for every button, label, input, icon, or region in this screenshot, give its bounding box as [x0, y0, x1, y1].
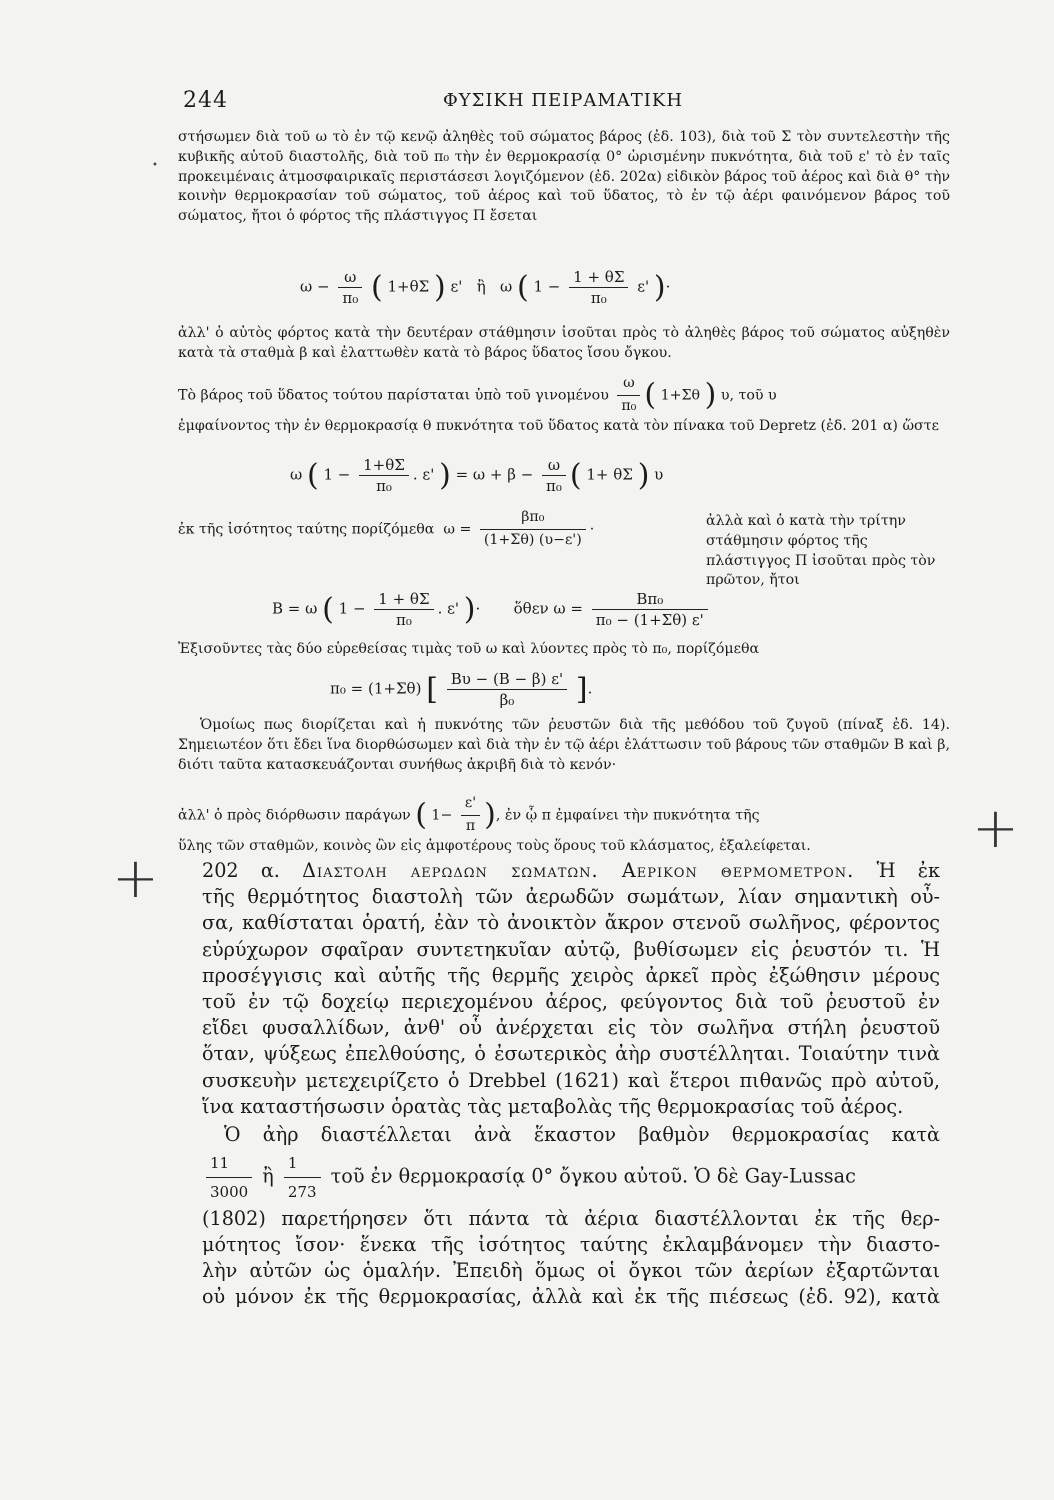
paragraph-text: , ἐν ᾧ π ἐμφαίνει τὴν πυκνότητα τῆς: [495, 807, 760, 824]
paragraph-7: [178, 716, 950, 775]
formula-6: π₀ = (1+Σθ) [ $\frac{B\upsilon - (B - \beta) \varepsilon'}{\text{β₀}}$ ].: [330, 670, 593, 709]
section-text: συσκευὴν μετεχειρίζετο ὁ Drebbel (1621) καὶ ἕτεροι πιθανῶς πρὸ αὐτοῦ,: [202, 1068, 940, 1092]
paragraph-text: , τοῦ υ: [729, 387, 777, 404]
section-text: λὴν αὐτῶν ὡς ὁμαλήν. Ἐπειδὴ ὅμως οἱ ὄγκοι τῶν ἀερίων ἐξαρτῶνται: [202, 1259, 940, 1283]
section-202a: [202, 858, 940, 1310]
section-text: εὐρύχωρον σφαῖραν συντετηκυῖαν αὐτῷ, βυθίσωμεν εἰς ῥευστόν τι. Ἡ: [202, 937, 940, 961]
section-text: Ἡ ἐκ: [876, 859, 940, 882]
paragraph-1: [178, 128, 950, 227]
registration-cross-left: +: [112, 846, 159, 911]
formula-5: Β = ω ( 1 − $\frac{1 + \theta\Sigma}{\text{π₀}}$ . ε' )· ὅθεν ω = $\frac{\text{Βπ₀}}{\text{π₀ − (1+Σθ) ε'}}$: [272, 590, 712, 629]
paragraph-2: [178, 324, 950, 364]
paragraph-3: Τὸ βάρος τοῦ ὕδατος τούτου παρίσταται ὑπὸ τοῦ γινομένου $\frac{\omega}{\text{π₀}}$ ( 1+Σθ ) υ, τοῦ υ ἐμφαίνοντος τὴν ἐν θερμοκρασίᾳ θ πυκνότητα τοῦ ὕδατος κατὰ τὸν πίνακα τοῦ Depretz (ἐδ. 201 α) ὥστε: [178, 374, 950, 436]
section-text: οὐ μόνον ἐκ τῆς θερμοκρασίας, ἀλλὰ καὶ ἐκ τῆς πιέσεως (ἐδ. 92), κατὰ: [202, 1285, 940, 1309]
running-title: ΦΥΣΙΚΗ ΠΕΙΡΑΜΑΤΙΚΗ: [442, 90, 684, 111]
paragraph-text: ἀλλ' ὁ αὐτὸς φόρτος κατὰ τὴν δευτέραν στάθμησιν ἰσοῦται πρὸς τὸ ἀληθὲς βάρος τοῦ σώματος αὐξηθὲν κατὰ τὰ σταθμὰ β καὶ ἐλαττωθὲν κατὰ τὸ βάρος ὕδατος ἴσου ὄγκου.: [178, 325, 950, 361]
paragraph-text: ἀλλ' ὁ πρὸς διόρθωσιν παράγων: [178, 807, 411, 824]
formula-1: ω − $\frac{\omega}{\text{π₀}}$ ( 1+θΣ ) ε' ἢ ω ( 1 − $\frac{1 + \theta\Sigma}{\text{π₀}}$ ε' )·: [300, 268, 671, 307]
section-text: σα, καθίσταται ὁρατή, ἐὰν τὸ ἀνοικτὸν ἄκρον στενοῦ σωλῆνος, φέροντος: [202, 911, 940, 935]
paragraph-text: Ὁμοίως πως διορίζεται καὶ ἡ πυκνότης τῶν ῥευστῶν διὰ τῆς μεθόδου τοῦ ζυγοῦ (πίναξ ἐδ. 14). Σημειωτέον ὅτι ἔδει ἵνα διορθώσωμεν καὶ διὰ τὴν ἐν τῷ ἀέρι ἐλάττωσιν τοῦ βάρους τῶν σταθμῶν Β καὶ β, διότι ταῦτα κατασκευάζονται συνήθως ἀκριβῆ διὰ τὸ κενόν·: [178, 717, 950, 773]
section-text: τοῦ ἐν θερμοκρασίᾳ 0° ὄγκου αὐτοῦ. Ὁ δὲ Gay-Lussac: [330, 1164, 856, 1188]
section-number: 202 α.: [202, 859, 280, 882]
page-header: [183, 88, 943, 118]
section-text: (1802) παρετήρησεν ὅτι πάντα τὰ ἀέρια διαστέλλονται ἐκ τῆς θερ-: [202, 1206, 940, 1230]
paragraph-text: Τὸ βάρος τοῦ ὕδατος τούτου παρίσταται ὑπὸ τοῦ γινομένου: [178, 387, 609, 404]
paragraph-text: ἀλλὰ καὶ ὁ κατὰ τὴν τρίτην στάθμησιν φόρτος τῆς πλάστιγγος Π ἰσοῦται πρὸς τὸν πρῶτον, ἤτοι: [706, 513, 936, 589]
section-text: μότητος ἴσον· ἕνεκα τῆς ἰσότητος ταύτης ἐκλαμβάνομεν τὴν διαστο-: [202, 1232, 940, 1256]
paragraph-text: ὕλης τῶν σταθμῶν, κοινὸς ὢν εἰς ἀμφοτέρους τοὺς ὅρους τοῦ κλάσματος, ἐξαλείφεται.: [178, 837, 811, 854]
inline-formula: $\frac{\varepsilon'}{\pi}$: [461, 794, 480, 837]
paragraph-4b: [706, 512, 954, 591]
inline-formula: $\frac{\text{βπ₀}}{(1+\Sigma\theta) (\upsilon-\varepsilon')}$: [480, 508, 586, 551]
section-text: ἵνα καταστήσωσιν ὁρατὰς τὰς μεταβολὰς τῆς θερμοκρασίας τοῦ ἀέρος.: [202, 1094, 904, 1118]
paragraph-6: [178, 640, 950, 660]
fraction-1-273: $\frac{1}{273}$: [284, 1150, 321, 1205]
inline-formula: $\frac{\omega}{\text{π₀}}$: [617, 374, 640, 417]
section-text: τοῦ ἐν τῷ δοχείῳ περιεχομένου ἀέρος, φεύγοντος διὰ τοῦ ῥευστοῦ ἐν: [202, 990, 940, 1014]
paragraph-text: ὅθεν: [513, 599, 549, 618]
paragraph-text: Ἐξισοῦντες τὰς δύο εὑρεθείσας τιμὰς τοῦ ω καὶ λύοντες πρὸς τὸ π₀, πορίζόμεθα: [178, 641, 760, 657]
section-text: Ὁ ἀὴρ διαστέλλεται ἀνὰ ἕκαστον βαθμὸν θερμοκρασίας κατὰ: [224, 1123, 940, 1147]
paragraph-text: ἐκ τῆς ἰσότητος ταύτης πορίζόμεθα: [178, 521, 435, 538]
section-text: προσέγγισις καὶ αὐτῆς τῆς θερμῆς χειρὸς ἀρκεῖ πρὸς ἐξώθησιν μέρους: [202, 963, 940, 987]
formula-3: ω ( 1 − $\frac{1+\theta\Sigma}{\text{π₀}}$ . ε' ) = ω + β − $\frac{\omega}{\text{π₀}}$ ( 1+ θΣ ) υ: [290, 456, 664, 495]
page-number: 244: [183, 88, 228, 113]
paragraph-8: ἀλλ' ὁ πρὸς διόρθωσιν παράγων ( 1− $\frac{\varepsilon'}{\pi}$ ), ἐν ᾧ π ἐμφαίνει τὴν πυκνότητα τῆς ὕλης τῶν σταθμῶν, κοινὸς ὢν εἰς ἀμφοτέρους τοὺς ὅρους τοῦ κλάσματος, ἐξαλείφεται.: [178, 794, 950, 856]
section-text: εἴδει φυσαλλίδων, ἀνθ' οὗ ἀνέρχεται εἰς τὸν σωλῆνα στήλη ῥευστοῦ: [202, 1016, 940, 1040]
section-text: ἢ: [262, 1164, 274, 1188]
paragraph-text: στήσωμεν διὰ τοῦ ω τὸ ἐν τῷ κενῷ ἀληθὲς τοῦ σώματος βάρος (ἐδ. 103), διὰ τοῦ Σ τὸν συντελεστὴν τῆς κυβικῆς αὐτοῦ διαστολῆς, διὰ τοῦ π₀ τὴν ἐν θερμοκρασίᾳ 0° ὡρισμένην πυκνότητα, διὰ τοῦ ε' τὸ ἐν ταῖς προκειμέναις ἀτμοσφαιρικαῖς περιστάσεσι λογιζόμενον (ἐδ. 202α) εἰδικὸν βάρος τοῦ ἀέρος καὶ διὰ θ° τὴν κοινὴν θερμοκρασίαν τοῦ σώματος, τοῦ ἀέρος καὶ τοῦ ὕδατος, τὸ ἐν τῷ ἀέρι φαινόμενον βάρος τοῦ σώματος, ἤτοι ὁ φόρτος τῆς πλάστιγγος Π ἔσεται: [178, 129, 950, 225]
section-text: ὅταν, ψύξεως ἐπελθούσης, ὁ ἐσωτερικὸς ἀὴρ συστέλληται. Τοιαύτην τινὰ: [202, 1042, 940, 1066]
paragraph-text: ἐμφαίνοντος τὴν ἐν θερμοκρασίᾳ θ πυκνότητα τοῦ ὕδατος κατὰ τὸν πίνακα τοῦ Depretz (ἐδ. 201 α) ὥστε: [178, 417, 939, 434]
margin-dot: •: [152, 160, 158, 171]
registration-cross-right: +: [972, 796, 1019, 861]
paragraph-4: ἐκ τῆς ἰσότητος ταύτης πορίζόμεθα ω = $\frac{\text{βπ₀}}{(1+\Sigma\theta) (\upsilon-\varepsilon')}$ ·: [178, 508, 950, 551]
section-text: τῆς θερμότητος διαστολὴ τῶν ἀερωδῶν σωμάτων, λίαν σημαντικὴ οὖ-: [202, 885, 940, 909]
fraction-11-3000: $\frac{11}{3000}$: [206, 1150, 252, 1205]
section-title: Διαστολη αερωδων σωματων. Αερικον θερμομετρον.: [302, 859, 855, 882]
